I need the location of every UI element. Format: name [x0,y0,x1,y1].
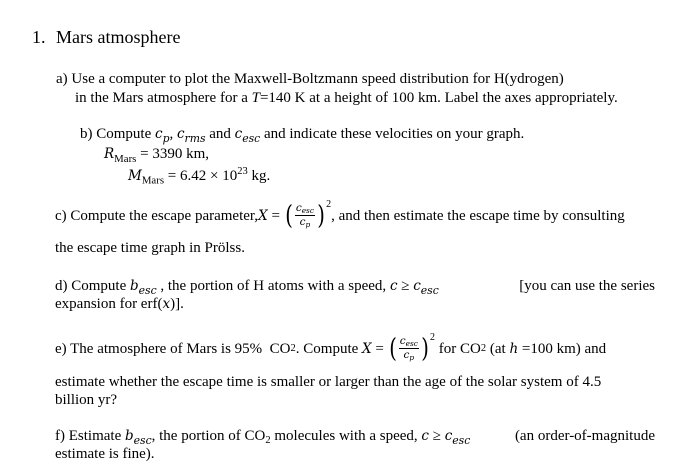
part-e-text-end: =100 km) and [518,340,607,357]
fraction [295,203,315,230]
comma: , [169,126,174,142]
part-e-text-2: estimate whether the escape time is smaller or larger than the age of the solar system of 4.5 [55,374,602,390]
equals: = [267,207,284,224]
subscript-esc: esc [420,283,439,297]
subscript-esc: esc [452,433,471,447]
co2-subscript: 2 [480,343,487,355]
equals: = [164,167,180,184]
escape-parameter-symbol: X [258,207,268,224]
part-b-text: b) Compute [80,126,155,142]
co2-subscript: 2 [290,343,296,355]
equals: = [136,146,153,162]
c-symbol: c [444,428,453,444]
close-paren: ) [317,201,325,232]
part-c-line1 [55,199,625,232]
fraction [399,336,419,363]
open-paren: ( [388,334,397,365]
part-f-text-right: (an order-of-magnitude [514,428,655,444]
co2-subscript: 2 [265,435,271,447]
part-f-text-left: f) Estimate $b_{esc}$, the portion of $CO_2$ molecules with a speed, $c \ge c_{esc}$ [55,428,471,447]
part-f-text-2: estimate is fine). [55,446,155,462]
part-e-line3 [55,392,117,409]
part-a-line2 [75,90,618,107]
fraction-denominator: $c_p$ [403,348,415,363]
part-c-line2 [55,240,245,257]
part-d-line2: expansion for erf(x)]. [55,296,184,312]
part-c-text: c) Compute the escape parameter, [55,207,259,224]
escape-parameter-fraction [284,199,332,232]
part-c-text-2: the escape time graph in Prölss. [55,240,245,256]
height-symbol: h [509,340,519,357]
fraction-exponent: 2 [430,332,436,343]
x-symbol: x [162,296,171,312]
part-f-line1 [55,428,655,447]
radius-symbol: R [104,146,115,162]
c-symbol: c [234,126,243,142]
part-a-text: a) Use a computer to plot the Maxwell-Boltzmann speed distribution for H(ydrogen) [56,71,564,87]
mars-radius-equation [104,146,209,165]
part-c-text-end: , and then estimate the escape time by consulting [331,207,625,224]
c-symbol: c [421,428,429,444]
part-a-line1 [56,71,564,88]
part-d-text-right: [you can use the series [519,278,655,294]
equals: = [371,340,388,357]
c-symbol: c [176,126,185,142]
part-e-at: (at [486,340,510,357]
mass-symbol: M [128,167,142,184]
subscript-mars: Mars [141,174,165,187]
mass-unit: kg. [247,167,271,184]
problem-heading [32,27,180,48]
escape-parameter-fraction [388,332,436,365]
subscript-esc: esc [133,433,152,447]
part-e-line1 [55,332,655,365]
fraction-numerator: $c_{esc}$ [399,335,418,349]
and-text: and [205,126,235,142]
c-symbol: c [413,278,421,294]
part-a-text-2a: in the Mars atmosphere for a [75,90,252,106]
fraction-exponent: 2 [326,199,332,210]
close-paren: ) [421,334,429,365]
part-d-line1 [55,278,655,297]
part-f-line2 [55,446,155,463]
problem-number: 1. [32,27,46,47]
mars-radius-value: 3390 km, [152,146,210,162]
subscript-esc: esc [242,131,261,145]
part-d-text-left: d) Compute $b_{esc}$ , the portion of H atoms with a speed, $c \ge c_{esc}$ [55,278,439,297]
open-paren: ( [284,201,293,232]
c-symbol: c [155,126,163,142]
part-b-text-end: and indicate these velocities on your graph. [260,126,525,142]
c-symbol: c [389,278,398,294]
mars-mass-equation [128,166,270,187]
problem-title: Mars atmosphere [56,27,181,47]
fraction-numerator: $c_{esc}$ [295,202,314,216]
subscript-p: p [162,131,170,145]
subscript-rms: rms [184,131,206,145]
part-e-text: e) The atmosphere of Mars is 95% CO [55,340,291,357]
part-e-compute: . Compute [295,340,363,357]
fraction-denominator: $c_p$ [299,215,311,230]
mass-exponent: 23 [237,166,248,177]
part-e-line2 [55,374,601,391]
subscript-mars: Mars [114,152,137,165]
escape-parameter-symbol: X [362,340,372,357]
part-e-text-3: billion yr? [55,392,118,408]
b-symbol: b [124,428,134,444]
part-b-line1 [80,126,524,145]
part-e-for-co2: for CO [435,340,481,357]
temperature-symbol: T [251,90,260,106]
part-a-text-2b: =140 K at a height of 100 km. Label the axes appropriately. [259,90,618,106]
mars-mass-value: 6.42 × 10 [180,167,238,184]
b-symbol: b [130,278,139,294]
subscript-esc: esc [138,283,157,297]
